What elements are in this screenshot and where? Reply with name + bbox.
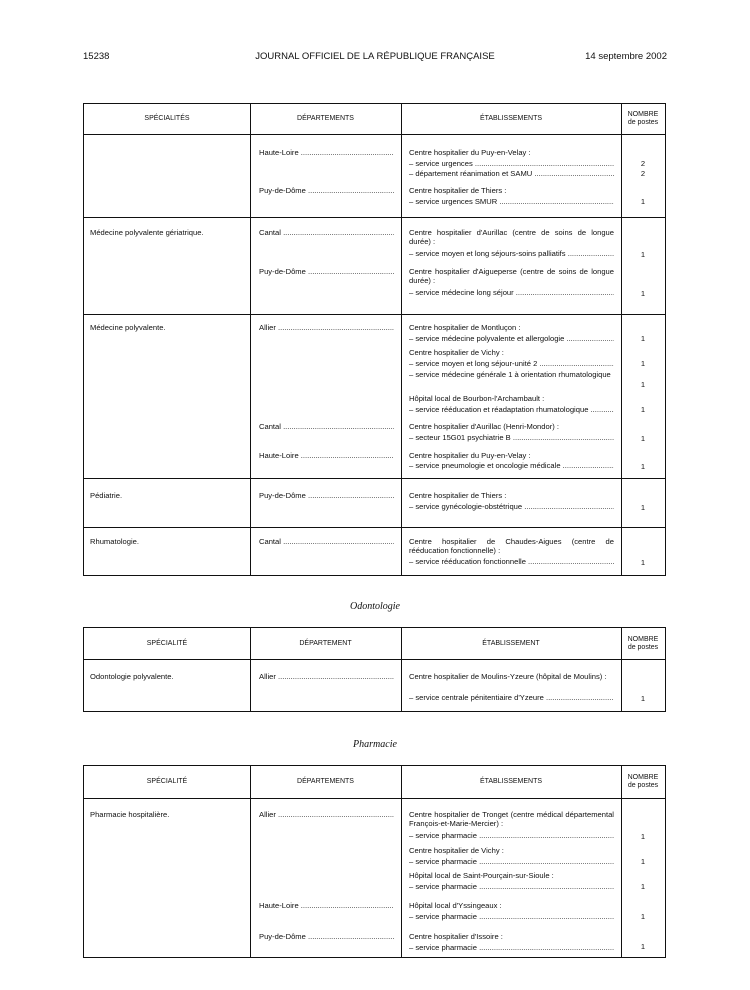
etablissement-name: Centre hospitalier d'Aigueperse (centre de soins de longue durée) : bbox=[409, 267, 614, 285]
header-departements: DÉPARTEMENTS bbox=[297, 115, 354, 122]
service-line: – service centrale pénitentiaire d'Yzeure ..... bbox=[409, 693, 614, 702]
service-line: – service pharmacie ..... bbox=[409, 831, 614, 840]
nombre-postes: 1 bbox=[640, 434, 646, 443]
header-nombre: NOMBRE de postes bbox=[627, 111, 659, 126]
etablissement-name: Centre hospitalier d'Issoire : bbox=[409, 932, 503, 941]
section-title-odontologie: Odontologie bbox=[350, 601, 400, 612]
nombre-postes: 2 bbox=[640, 169, 646, 178]
service-line: – service rééducation et réadaptation rhumatologique ..... bbox=[409, 405, 614, 414]
service-line: – service médecine long séjour ..... bbox=[409, 288, 614, 297]
departement-cell: Puy-de-Dôme ..... bbox=[259, 932, 394, 941]
specialite-cell: Pharmacie hospitalière. bbox=[90, 810, 170, 819]
departement-cell: Haute-Loire ..... bbox=[259, 148, 394, 157]
nombre-postes: 1 bbox=[640, 405, 646, 414]
service-line: – service pharmacie ..... bbox=[409, 912, 614, 921]
etablissement-name: Centre hospitalier de Tronget (centre médical départemental François-et-Marie-Mercier) : bbox=[409, 810, 614, 828]
service-line: – service pharmacie ..... bbox=[409, 943, 614, 952]
header-nombre: NOMBRE de postes bbox=[627, 774, 659, 789]
service-line: – service médecine polyvalente et allergologie ..... bbox=[409, 334, 614, 343]
departement-cell: Puy-de-Dôme ..... bbox=[259, 186, 394, 195]
etablissement-name: Centre hospitalier d'Aurillac (Henri-Mondor) : bbox=[409, 422, 560, 431]
header-etablissements: ÉTABLISSEMENTS bbox=[479, 778, 543, 785]
nombre-postes: 2 bbox=[640, 159, 646, 168]
table-pharmacie bbox=[83, 765, 666, 958]
table-header bbox=[84, 628, 665, 660]
nombre-postes: 1 bbox=[640, 942, 646, 951]
specialite-cell: Rhumatologie. bbox=[90, 537, 139, 546]
nombre-postes: 1 bbox=[640, 289, 646, 298]
service-line: – secteur 15G01 psychiatrie B ..... bbox=[409, 433, 614, 442]
specialite-cell: Médecine polyvalente. bbox=[90, 323, 166, 332]
etablissement-name: Centre hospitalier de Vichy : bbox=[409, 348, 504, 357]
table-header bbox=[84, 766, 665, 799]
nombre-postes: 1 bbox=[640, 250, 646, 259]
nombre-postes: 1 bbox=[640, 912, 646, 921]
departement-cell: Cantal ..... bbox=[259, 537, 394, 546]
departement-cell: Allier ..... bbox=[259, 323, 394, 332]
nombre-postes: 1 bbox=[640, 334, 646, 343]
header-specialite: SPÉCIALITÉ bbox=[146, 778, 188, 785]
header-departement: DÉPARTEMENT bbox=[299, 639, 352, 647]
nombre-postes: 1 bbox=[640, 503, 646, 512]
specialite-cell: Médecine polyvalente gériatrique. bbox=[90, 228, 204, 237]
service-line: – service urgences SMUR ..... bbox=[409, 197, 614, 206]
nombre-postes: 1 bbox=[640, 462, 646, 471]
service-line: – service médecine générale 1 à orientation rhumatologique bbox=[409, 370, 611, 379]
header-nombre: NOMBRE de postes bbox=[627, 635, 659, 651]
page-header bbox=[83, 51, 667, 65]
etablissement-name: Hôpital local de Bourbon-l'Archambault : bbox=[409, 394, 545, 403]
header-departements: DÉPARTEMENTS bbox=[297, 778, 354, 785]
etablissement-name: Centre hospitalier de Vichy : bbox=[409, 846, 504, 855]
etablissement-name: Hôpital local de Saint-Pourçain-sur-Sioule : bbox=[409, 871, 554, 880]
departement-cell: Allier ..... bbox=[259, 810, 394, 819]
service-line: – service gynécologie-obstétrique ..... bbox=[409, 502, 614, 511]
publication-date: 14 septembre 2002 bbox=[585, 51, 667, 62]
table-specialites bbox=[83, 103, 666, 576]
page-number: 15238 bbox=[83, 51, 110, 62]
section-title-pharmacie: Pharmacie bbox=[353, 739, 397, 750]
etablissement-name: Centre hospitalier de Montluçon : bbox=[409, 323, 521, 332]
departement-cell: Puy-de-Dôme ..... bbox=[259, 491, 394, 500]
nombre-postes: 1 bbox=[640, 197, 646, 206]
nombre-postes: 1 bbox=[640, 857, 646, 866]
header-etablissement: ÉTABLISSEMENT bbox=[482, 639, 540, 647]
departement-cell: Cantal ..... bbox=[259, 422, 394, 431]
nombre-postes: 1 bbox=[640, 359, 646, 368]
etablissement-name: Centre hospitalier d'Aurillac (centre de soins de longue durée) : bbox=[409, 228, 614, 246]
etablissement-name: Centre hospitalier de Thiers : bbox=[409, 186, 507, 195]
etablissement-name: Centre hospitalier du Puy-en-Velay : bbox=[409, 451, 531, 460]
service-line: – service urgences ..... bbox=[409, 159, 614, 168]
table-header bbox=[84, 104, 665, 135]
header-etablissements: ÉTABLISSEMENTS bbox=[479, 115, 543, 122]
etablissement-name: Hôpital local d'Yssingeaux : bbox=[409, 901, 502, 910]
departement-cell: Cantal ..... bbox=[259, 228, 394, 237]
service-line: – service moyen et long séjours-soins palliatifs ..... bbox=[409, 249, 614, 258]
nombre-postes: 1 bbox=[640, 694, 646, 703]
specialite-cell: Pédiatrie. bbox=[90, 491, 123, 500]
table-odontologie bbox=[83, 627, 666, 712]
nombre-postes: 1 bbox=[640, 558, 646, 567]
departement-cell: Puy-de-Dôme ..... bbox=[259, 267, 394, 276]
specialite-cell: Odontologie polyvalente. bbox=[90, 672, 174, 681]
service-line: – service pharmacie ..... bbox=[409, 882, 614, 891]
etablissement-name: Centre hospitalier de Chaudes-Aigues (centre de rééducation fonctionnelle) : bbox=[409, 537, 614, 555]
nombre-postes: 1 bbox=[640, 882, 646, 891]
nombre-postes: 1 bbox=[640, 832, 646, 841]
service-line: – service pharmacie ..... bbox=[409, 857, 614, 866]
service-line: – service rééducation fonctionnelle ..... bbox=[409, 557, 614, 566]
journal-title: JOURNAL OFFICIEL DE LA RÉPUBLIQUE FRANÇAISE bbox=[255, 51, 495, 62]
service-line: – département réanimation et SAMU ..... bbox=[409, 169, 614, 178]
etablissement-name: Centre hospitalier de Thiers : bbox=[409, 491, 507, 500]
departement-cell: Allier ..... bbox=[259, 672, 394, 681]
etablissement-name: Centre hospitalier du Puy-en-Velay : bbox=[409, 148, 531, 157]
header-specialites: SPÉCIALITÉS bbox=[144, 115, 190, 122]
service-line: – service pneumologie et oncologie médicale ..... bbox=[409, 461, 614, 470]
departement-cell: Haute-Loire ..... bbox=[259, 451, 394, 460]
nombre-postes: 1 bbox=[640, 380, 646, 389]
etablissement-name: Centre hospitalier de Moulins-Yzeure (hôpital de Moulins) : bbox=[409, 672, 607, 681]
header-specialite: SPÉCIALITÉ bbox=[146, 639, 188, 647]
departement-cell: Haute-Loire ..... bbox=[259, 901, 394, 910]
service-line: – service moyen et long séjour-unité 2 ..... bbox=[409, 359, 614, 368]
